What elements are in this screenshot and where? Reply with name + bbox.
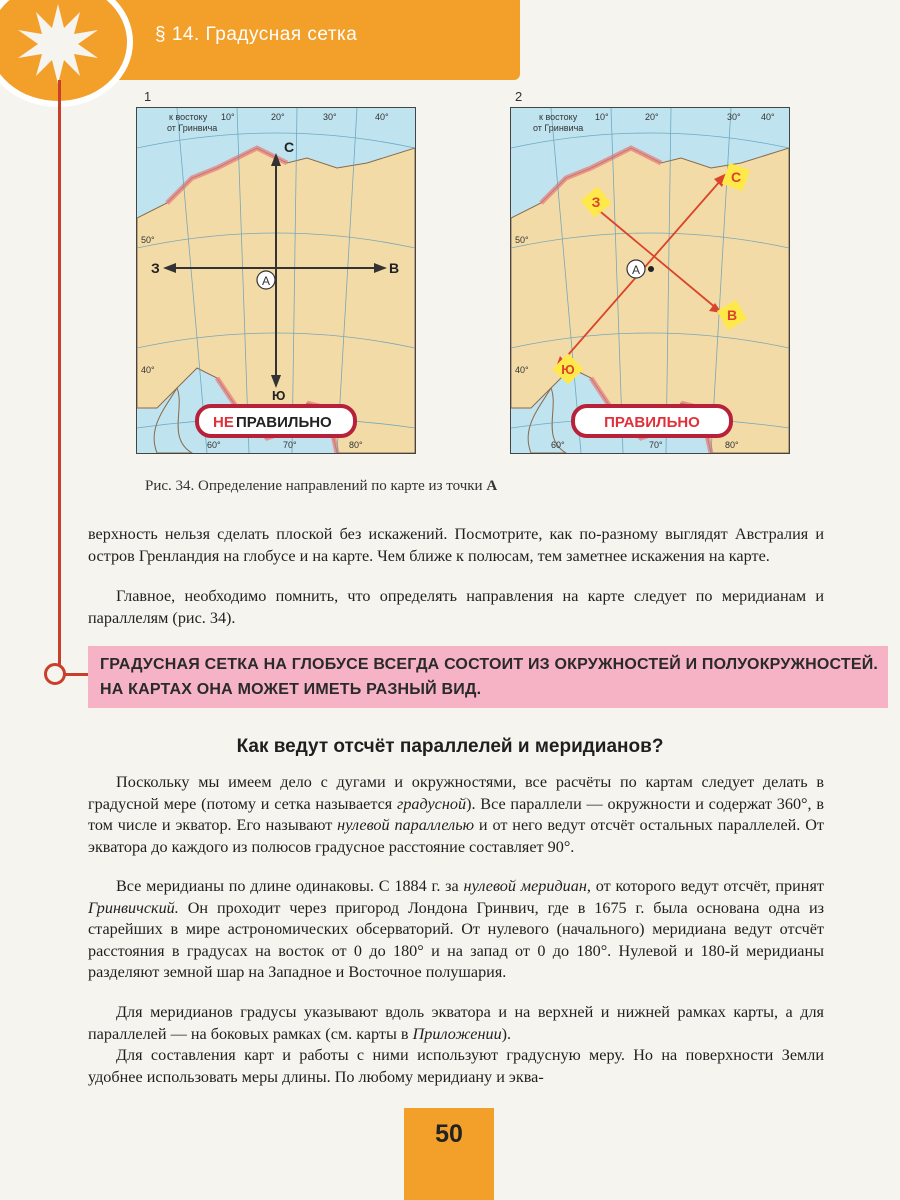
chapter-title: § 14. Градусная сетка (155, 24, 358, 45)
west-label: З (591, 194, 601, 210)
tick-70: 70° (649, 440, 663, 450)
tick-20: 20° (271, 112, 285, 122)
tick-60: 60° (551, 440, 565, 450)
south-label: Ю (561, 362, 575, 377)
figure-panel-1-number: 1 (144, 89, 152, 104)
wrong-label-prefix: НЕ (213, 414, 234, 431)
map-panel-correct (510, 107, 790, 454)
callout-text: ГРАДУСНАЯ СЕТКА НА ГЛОБУСЕ ВСЕГДА СОСТОИТ ИЗ ОКРУЖНОСТЕЙ И ПОЛУОКРУЖНОСТЕЙ. НА КАРТАХ ОНА МОЖЕТ ИМЕТЬ РАЗНЫЙ ВИД. (100, 656, 879, 698)
east-of-greenwich-2: от Гринвича (167, 123, 218, 133)
paragraph-3: Поскольку мы имеем дело с дугами и окружностями, все расчёты по картам следует делать в градусной мере (потому и сетка называется градусной). Все параллели — окружности и содержат 360°, в том числе и экватор. Его называют нулевой параллелью и от него ведут отсчёт остальных параллелей. От экватора до каждого из полюсов градусное расстояние составляет 90°. (88, 773, 824, 856)
tick-10: 10° (595, 112, 609, 122)
paragraph-6: Для составления карт и работы с ними используют градусную меру. Но на поверхности Земли удобнее использовать меры длины. По любому меридиану и эква- (88, 1046, 824, 1086)
tick-30: 30° (323, 112, 337, 122)
tick-30: 30° (727, 112, 741, 122)
north-label: С (284, 139, 295, 155)
map-panel-wrong (136, 107, 416, 454)
callout-marker (44, 663, 66, 685)
tick-10: 10° (221, 112, 235, 122)
tick-40: 40° (761, 112, 775, 122)
tick-lat-50: 50° (515, 235, 529, 245)
callout-marker-line (64, 673, 88, 676)
section-heading: Как ведут отсчёт параллелей и меридианов? (236, 736, 664, 757)
paragraph-2: Главное, необходимо помнить, что определять направления на карте следует по меридианам и параллелям (рис. 34). (88, 587, 824, 627)
tick-20: 20° (645, 112, 659, 122)
correct-label: ПРАВИЛЬНО (604, 414, 700, 431)
east-of-greenwich-2: от Гринвича (533, 123, 584, 133)
tick-60: 60° (207, 440, 221, 450)
sun-emblem (0, 0, 140, 110)
caption-point: А (486, 478, 498, 494)
figure-caption (145, 478, 497, 495)
tick-40: 40° (375, 112, 389, 122)
south-label: Ю (272, 388, 286, 403)
east-of-greenwich-1: к востоку (539, 112, 578, 122)
wrong-label-rest: ПРАВИЛЬНО (236, 414, 332, 431)
paragraph-1: верхность нельзя сделать плоской без искажений. Посмотрите, как по-разному выглядят Австралия и остров Гренландия на глобусе и на карте. Чем ближе к полюсам, тем заметнее искажения на карте. (88, 525, 824, 565)
east-label: В (389, 260, 400, 276)
margin-rule (58, 80, 61, 670)
paragraph-5: Для меридианов градусы указывают вдоль экватора и на верхней и нижней рамках карты, а для параллелей — на боковых рамках (см. карты в Приложении). (88, 1003, 824, 1043)
tick-80: 80° (349, 440, 363, 450)
point-a-dot (648, 266, 654, 272)
north-label: С (730, 169, 742, 185)
east-label: В (726, 307, 738, 323)
page-number: 50 (435, 1120, 463, 1148)
tick-lat-40: 40° (515, 365, 529, 375)
tick-70: 70° (283, 440, 297, 450)
point-a-label: А (631, 263, 641, 277)
figure-panel-2-number: 2 (515, 89, 523, 104)
caption-text: Рис. 34. Определение направлений по карте из точки (145, 478, 487, 494)
tick-80: 80° (725, 440, 739, 450)
west-label: З (151, 260, 160, 276)
east-of-greenwich-1: к востоку (169, 112, 208, 122)
tick-lat-40: 40° (141, 365, 155, 375)
point-a-label: А (261, 274, 271, 288)
paragraph-4: Все меридианы по длине одинаковы. С 1884 г. за нулевой меридиан, от которого ведут отсчёт, принят Гринвичский. Он проходит через пригород Лондона Гринвич, где в 1675 г. была основана одна из старейших в мире астрономических обсерваторий. От нулевого (начального) меридиана ведут отсчёт расстояния в градусах на восток от 0 до 180° и на запад от 0 до 180°. Нулевой и 180-й меридианы разделяют земной шар на Западное и Восточное полушария. (88, 877, 824, 981)
tick-lat-50: 50° (141, 235, 155, 245)
